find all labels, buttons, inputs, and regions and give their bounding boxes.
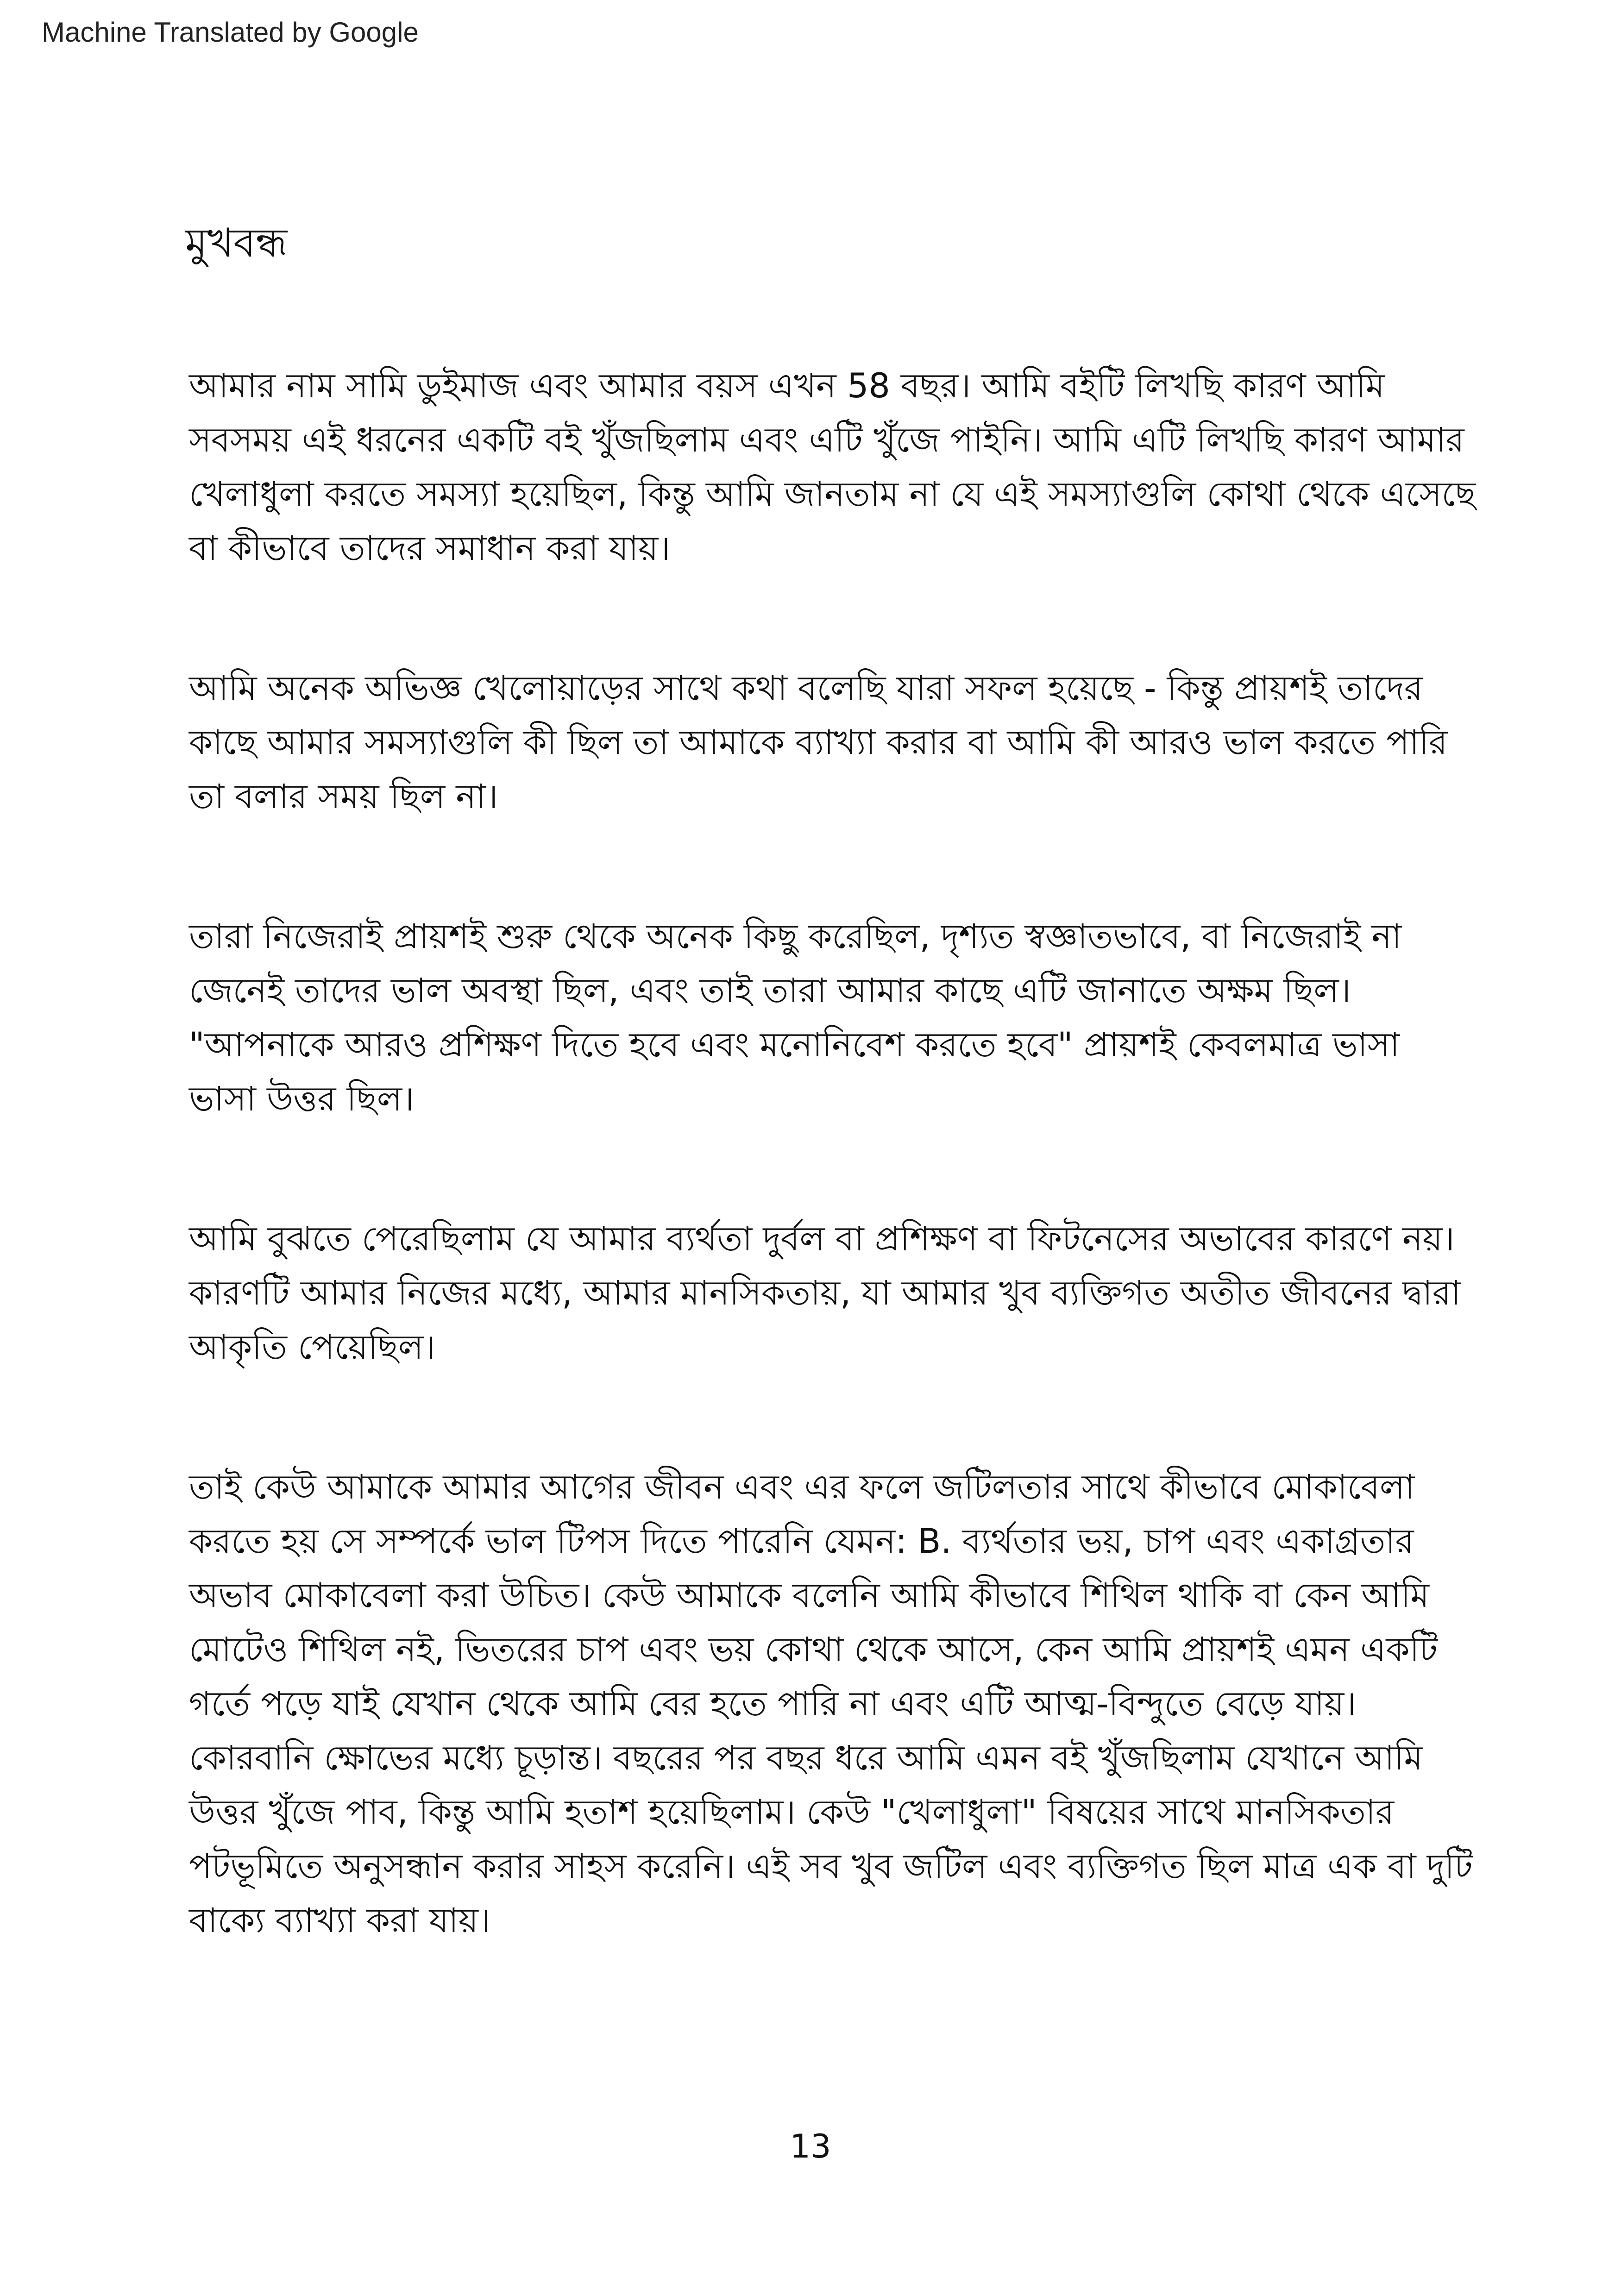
paragraph-2: আমি অনেক অভিজ্ঞ খেলোয়াড়ের সাথে কথা বলেছি যারা সফল হয়েছে - কিন্তু প্রায়শই তাদের কাছে আমার সমস্যাগুলি কী ছিল তা আমাকে ব্যাখ্যা করার বা আমি কী আরও ভাল করতে পারি তা বলার সময় ছিল না।: [189, 669, 1448, 816]
page-number: 13: [790, 2127, 831, 2165]
paragraph-1: আমার নাম সামি ডুইমাজ এবং আমার বয়স এখন 58 বছর। আমি বইটি লিখছি কারণ আমি সবসময় এই ধরনের একটি বই খুঁজছিলাম এবং এটি খুঁজে পাইনি। আমি এটি লিখছি কারণ আমার খেলাধুলা করতে সমস্যা হয়েছিল, কিন্তু আমি জানতাম না যে এই সমস্যাগুলি কোথা থেকে এসেছে বা কীভাবে তাদের সমাধান করা যায়।: [189, 366, 1476, 568]
page-title: মুখবন্ধ: [185, 220, 288, 266]
paragraph-3: তারা নিজেরাই প্রায়শই শুরু থেকে অনেক কিছু করেছিল, দৃশ্যত স্বজ্ঞাতভাবে, বা নিজেরাই না জেনেই তাদের ভাল অবস্থা ছিল, এবং তাই তারা আমার কাছে এটি জানাতে অক্ষম ছিল। "আপনাকে আরও প্রশিক্ষণ দিতে হবে এবং মনোনিবেশ করতে হবে" প্রায়শই কেবলমাত্র ভাসা ভাসা উত্তর ছিল।: [189, 917, 1402, 1119]
paragraph-4: আমি বুঝতে পেরেছিলাম যে আমার ব্যর্থতা দুর্বল বা প্রশিক্ষণ বা ফিটনেসের অভাবের কারণে নয়। কারণটি আমার নিজের মধ্যে, আমার মানসিকতায়, যা আমার খুব ব্যক্তিগত অতীত জীবনের দ্বারা আকৃতি পেয়েছিল।: [189, 1219, 1461, 1367]
paragraph-5: তাই কেউ আমাকে আমার আগের জীবন এবং এর ফলে জটিলতার সাথে কীভাবে মোকাবেলা করতে হয় সে সম্পর্কে ভাল টিপস দিতে পারেনি যেমন: B. ব্যর্থতার ভয়, চাপ এবং একাগ্রতার অভাব মোকাবেলা করা উচিত। কেউ আমাকে বলেনি আমি কীভাবে শিথিল থাকি বা কেন আমি মোটেও শিথিল নই, ভিতরের চাপ এবং ভয় কোথা থেকে আসে, কেন আমি প্রায়শই এমন একটি গর্তে পড়ে যাই যেখান থেকে আমি বের হতে পারি না এবং এটি আত্ম-বিন্দুতে বেড়ে যায়। কোরবানি ক্ষোভের মধ্যে চূড়ান্ত। বছরের পর বছর ধরে আমি এমন বই খুঁজছিলাম যেখানে আমি উত্তর খুঁজে পাব, কিন্তু আমি হতাশ হয়েছিলাম। কেউ "খেলাধুলা" বিষয়ের সাথে মানসিকতার পটভূমিতে অনুসন্ধান করার সাহস করেনি। এই সব খুব জটিল এবং ব্যক্তিগত ছিল মাত্র এক বা দুটি বাক্যে ব্যাখ্যা করা যায়।: [189, 1468, 1473, 1940]
machine-translation-label: Machine Translated by Google: [42, 17, 419, 48]
body-text: [189, 359, 1476, 1948]
